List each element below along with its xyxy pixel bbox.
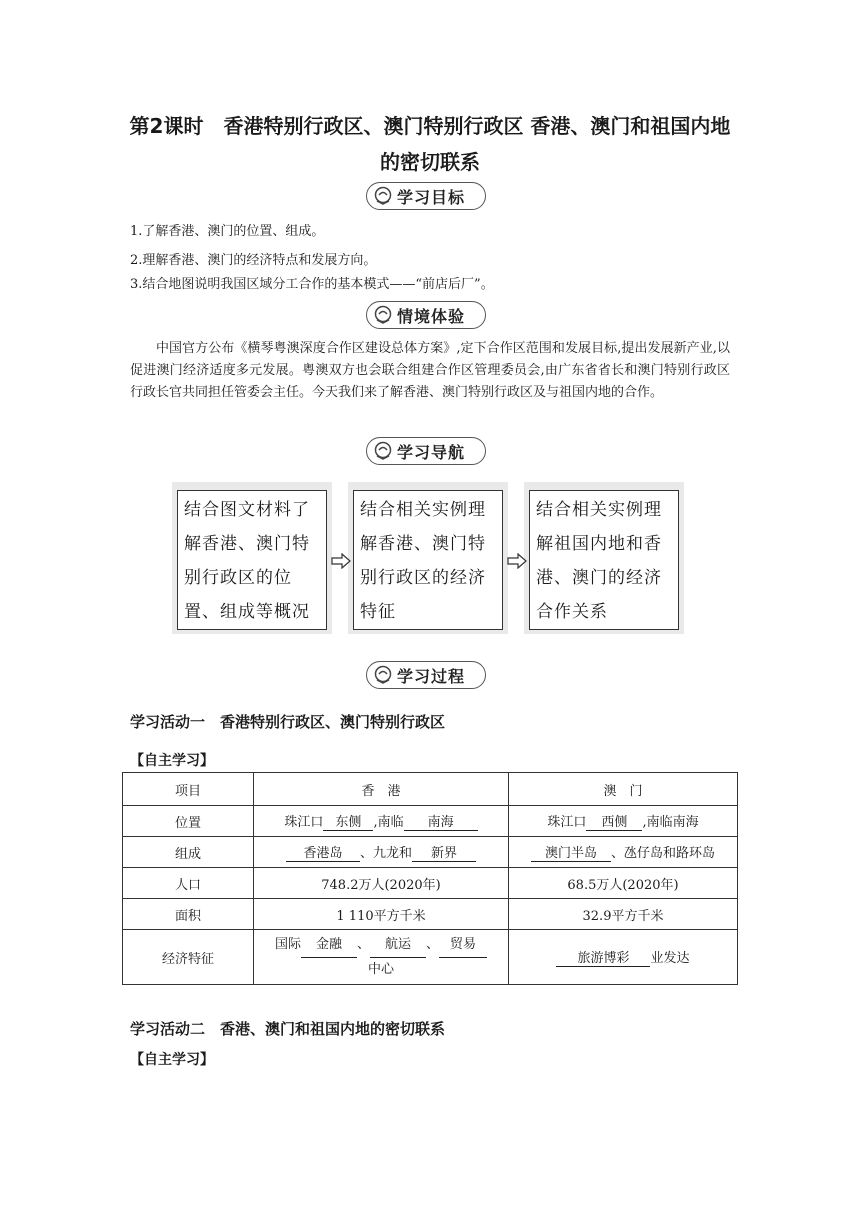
text: 珠江口	[284, 815, 324, 830]
mo-location-cell	[509, 806, 738, 837]
book-swirl-icon	[373, 305, 393, 325]
answer-blank: 贸易	[439, 933, 487, 958]
hk-economy-cell	[254, 930, 509, 985]
flow-step-3: 结合相关实例理解祖国内地和香港、澳门的经济合作关系	[529, 490, 679, 630]
header-cell: 澳 门	[509, 773, 738, 806]
mo-population-cell: 68.5万人(2020年)	[509, 868, 738, 899]
activity-1-title: 学习活动一 香港特别行政区、澳门特别行政区	[130, 713, 446, 731]
hk-population-cell: 748.2万人(2020年)	[254, 868, 509, 899]
answer-blank: 东侧	[323, 811, 373, 831]
text: 、	[426, 936, 440, 952]
section-badge-process	[366, 661, 486, 689]
text: 国际	[274, 936, 301, 952]
self-study-label: 【自主学习】	[130, 753, 214, 769]
section-label: 学习目标	[397, 188, 466, 207]
table-row	[123, 899, 738, 930]
text: 中心	[367, 961, 394, 977]
section-badge-nav	[366, 437, 486, 465]
answer-blank: 西侧	[586, 811, 642, 831]
book-swirl-icon	[373, 665, 393, 685]
table-row	[123, 868, 738, 899]
activity-2-title: 学习活动二 香港、澳门和祖国内地的密切联系	[130, 1020, 446, 1038]
answer-blank: 澳门半岛	[531, 842, 611, 862]
hk-location-cell	[254, 806, 509, 837]
situation-paragraph: 中国官方公布《横琴粤澳深度合作区建设总体方案》,定下合作区范围和发展目标,提出发展新产业,以促进澳门经济适度多元发展。粤澳双方也会联合组建合作区管理委员会,由广东省省长和澳门特别行政区行政长官共同担任管委会主任。今天我们来了解香港、澳门特别行政区及与祖国内地的合作。	[130, 341, 730, 400]
header-cell: 项目	[123, 773, 254, 806]
book-swirl-icon	[373, 441, 393, 461]
table-row	[123, 806, 738, 837]
answer-blank: 金融	[301, 933, 357, 958]
answer-blank: 航运	[370, 933, 426, 958]
flow-step-1: 结合图文材料了解香港、澳门特别行政区的位置、组成等概况	[177, 490, 327, 630]
text: ,南临南海	[642, 815, 699, 830]
table-row	[123, 930, 738, 985]
header-cell: 香 港	[254, 773, 509, 806]
section-badge-goals	[366, 182, 486, 210]
section-label: 学习导航	[397, 443, 466, 462]
mo-composition-cell	[509, 837, 738, 868]
answer-blank: 旅游博彩	[556, 947, 650, 967]
answer-blank: 新界	[412, 842, 476, 862]
text: ,南临	[373, 815, 404, 830]
table-header-row	[123, 773, 738, 806]
row-label: 经济特征	[123, 930, 254, 985]
book-swirl-icon	[373, 186, 393, 206]
answer-blank: 香港岛	[286, 842, 360, 862]
row-label: 位置	[123, 806, 254, 837]
hk-composition-cell	[254, 837, 509, 868]
arrow-right-icon	[507, 553, 527, 569]
text: 珠江口	[547, 815, 587, 830]
goal-item: 1.了解香港、澳门的位置、组成。	[130, 224, 325, 239]
page-title: 第2课时 香港特别行政区、澳门特别行政区 香港、澳门和祖国内地的密切联系	[129, 114, 731, 174]
hk-macao-table	[122, 772, 738, 985]
mo-economy-cell	[509, 930, 738, 985]
text: 、	[356, 936, 370, 952]
goal-item: 3.结合地图说明我国区域分工合作的基本模式——“前店后厂”。	[130, 277, 494, 292]
table-row	[123, 837, 738, 868]
row-label: 组成	[123, 837, 254, 868]
self-study-label: 【自主学习】	[130, 1052, 214, 1068]
section-label: 情境体验	[397, 307, 466, 326]
hk-area-cell: 1 110平方千米	[254, 899, 509, 930]
text: 业发达	[650, 951, 690, 966]
arrow-right-icon	[331, 553, 351, 569]
goal-item: 2.理解香港、澳门的经济特点和发展方向。	[130, 253, 377, 268]
text: 、氹仔岛和路环岛	[610, 846, 715, 861]
section-badge-situation	[366, 301, 486, 329]
row-label: 面积	[123, 899, 254, 930]
section-label: 学习过程	[397, 667, 466, 686]
mo-area-cell: 32.9平方千米	[509, 899, 738, 930]
answer-blank: 南海	[404, 811, 478, 831]
flow-step-2: 结合相关实例理解香港、澳门特别行政区的经济特征	[353, 490, 503, 630]
text: 、九龙和	[359, 846, 412, 861]
row-label: 人口	[123, 868, 254, 899]
